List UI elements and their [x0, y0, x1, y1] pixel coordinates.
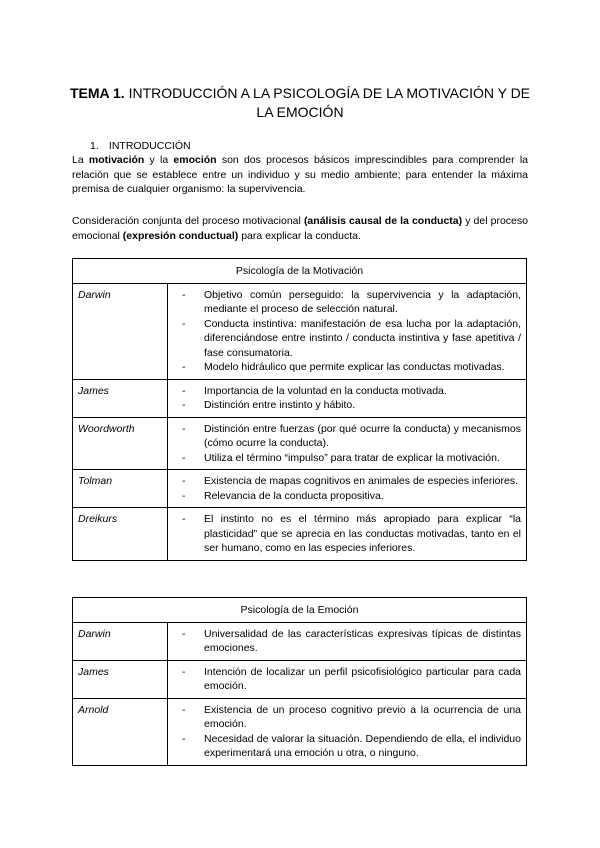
author-cell: Darwin	[73, 283, 168, 379]
emotion-table	[72, 597, 527, 766]
description-list	[182, 384, 521, 413]
list-item: - Intención de localizar un perfil psicofisiológico particular para cada emoción.	[182, 665, 521, 694]
table-header-row	[73, 259, 527, 284]
p1-text-3: son dos procesos básicos imprescindibles para comprender la relación que se establece entre un individuo y su medio ambiente; para entender la máxima premisa de cualquier organismo: la supervivencia.	[72, 154, 528, 195]
list-item: - Conducta instintiva: manifestación de esa lucha por la adaptación, diferenciándose entre instinto / conducta instintiva y fase apetitiva / fase consumatoria.	[182, 317, 521, 361]
table-row	[73, 417, 527, 470]
list-item: - Distinción entre instinto y hábito.	[182, 398, 521, 413]
author-cell: James	[73, 379, 168, 417]
page-title	[60, 84, 540, 122]
list-item: - Objetivo común perseguido: la supervivencia y la adaptación, mediante el proceso de selección natural.	[182, 288, 521, 317]
section-number: 1.	[90, 140, 99, 152]
list-item: - El instinto no es el término más apropiado para explicar “la plasticidad” que se aprecia en las conductas motivadas, tanto en el ser humano, como en las especies inferiores.	[182, 512, 521, 556]
title-text: INTRODUCCIÓN A LA PSICOLOGÍA DE LA MOTIVACIÓN Y DE LA EMOCIÓN	[128, 85, 531, 120]
p1-text-2: y la	[144, 154, 174, 166]
p2-text-1: Consideración conjunta del proceso motivacional	[72, 215, 304, 227]
description-list	[182, 665, 521, 694]
intro-paragraph-2	[72, 214, 528, 243]
list-item: - Utiliza el término “impulso” para tratar de explicar la motivación.	[182, 451, 521, 466]
list-item: - Necesidad de valorar la situación. Dependiendo de ella, el individuo experimentará una emoción u otra, o ninguno.	[182, 732, 521, 761]
p1-bold-emocion: emoción	[173, 154, 217, 166]
description-list	[182, 422, 521, 466]
description-cell	[168, 508, 527, 561]
author-cell: Tolman	[73, 470, 168, 508]
title-bold: TEMA 1.	[69, 85, 125, 101]
table-header-row	[73, 598, 527, 623]
table-row	[73, 283, 527, 379]
table-row	[73, 622, 527, 660]
motivation-table-header: Psicología de la Motivación	[73, 259, 527, 284]
p1-bold-motivacion: motivación	[88, 154, 145, 166]
list-item: - Existencia de un proceso cognitivo previo a la ocurrencia de una emoción.	[182, 703, 521, 732]
description-cell	[168, 698, 527, 765]
table-row	[73, 508, 527, 561]
author-cell: Dreikurs	[73, 508, 168, 561]
description-cell	[168, 417, 527, 470]
table-row	[73, 698, 527, 765]
description-list	[182, 474, 521, 503]
motivation-table	[72, 258, 527, 561]
table-row	[73, 660, 527, 698]
p1-text-1: La	[72, 154, 89, 166]
intro-paragraph-1	[72, 153, 528, 197]
p2-bold-1: (análisis causal de la conducta)	[303, 215, 463, 227]
description-cell	[168, 660, 527, 698]
description-list	[182, 627, 521, 656]
list-item: - Universalidad de las características expresivas típicas de distintas emociones.	[182, 627, 521, 656]
author-cell: Arnold	[73, 698, 168, 765]
list-item: - Distinción entre fuerzas (por qué ocurre la conducta) y mecanismos (cómo ocurre la conducta).	[182, 422, 521, 451]
description-list	[182, 512, 521, 556]
section-label: INTRODUCCIÓN	[108, 140, 191, 152]
description-list	[182, 288, 521, 375]
table-row	[73, 470, 527, 508]
p2-text-2: y del proceso emocional	[72, 215, 528, 242]
description-cell	[168, 379, 527, 417]
description-cell	[168, 470, 527, 508]
description-cell	[168, 283, 527, 379]
author-cell: Darwin	[73, 622, 168, 660]
section-heading	[90, 140, 191, 152]
description-cell	[168, 622, 527, 660]
table-row	[73, 379, 527, 417]
list-item: - Modelo hidráulico que permite explicar las conductas motivadas.	[182, 360, 521, 375]
emotion-table-header: Psicología de la Emoción	[73, 598, 527, 623]
list-item: - Importancia de la voluntad en la conducta motivada.	[182, 384, 521, 399]
p2-text-3: para explicar la conducta.	[238, 229, 361, 242]
list-item: - Relevancia de la conducta propositiva.	[182, 489, 521, 504]
p2-bold-2: (expresión conductual)	[122, 229, 239, 242]
list-item: - Existencia de mapas cognitivos en animales de especies inferiores.	[182, 474, 521, 489]
author-cell: Woordworth	[73, 417, 168, 470]
author-cell: James	[73, 660, 168, 698]
description-list	[182, 703, 521, 761]
